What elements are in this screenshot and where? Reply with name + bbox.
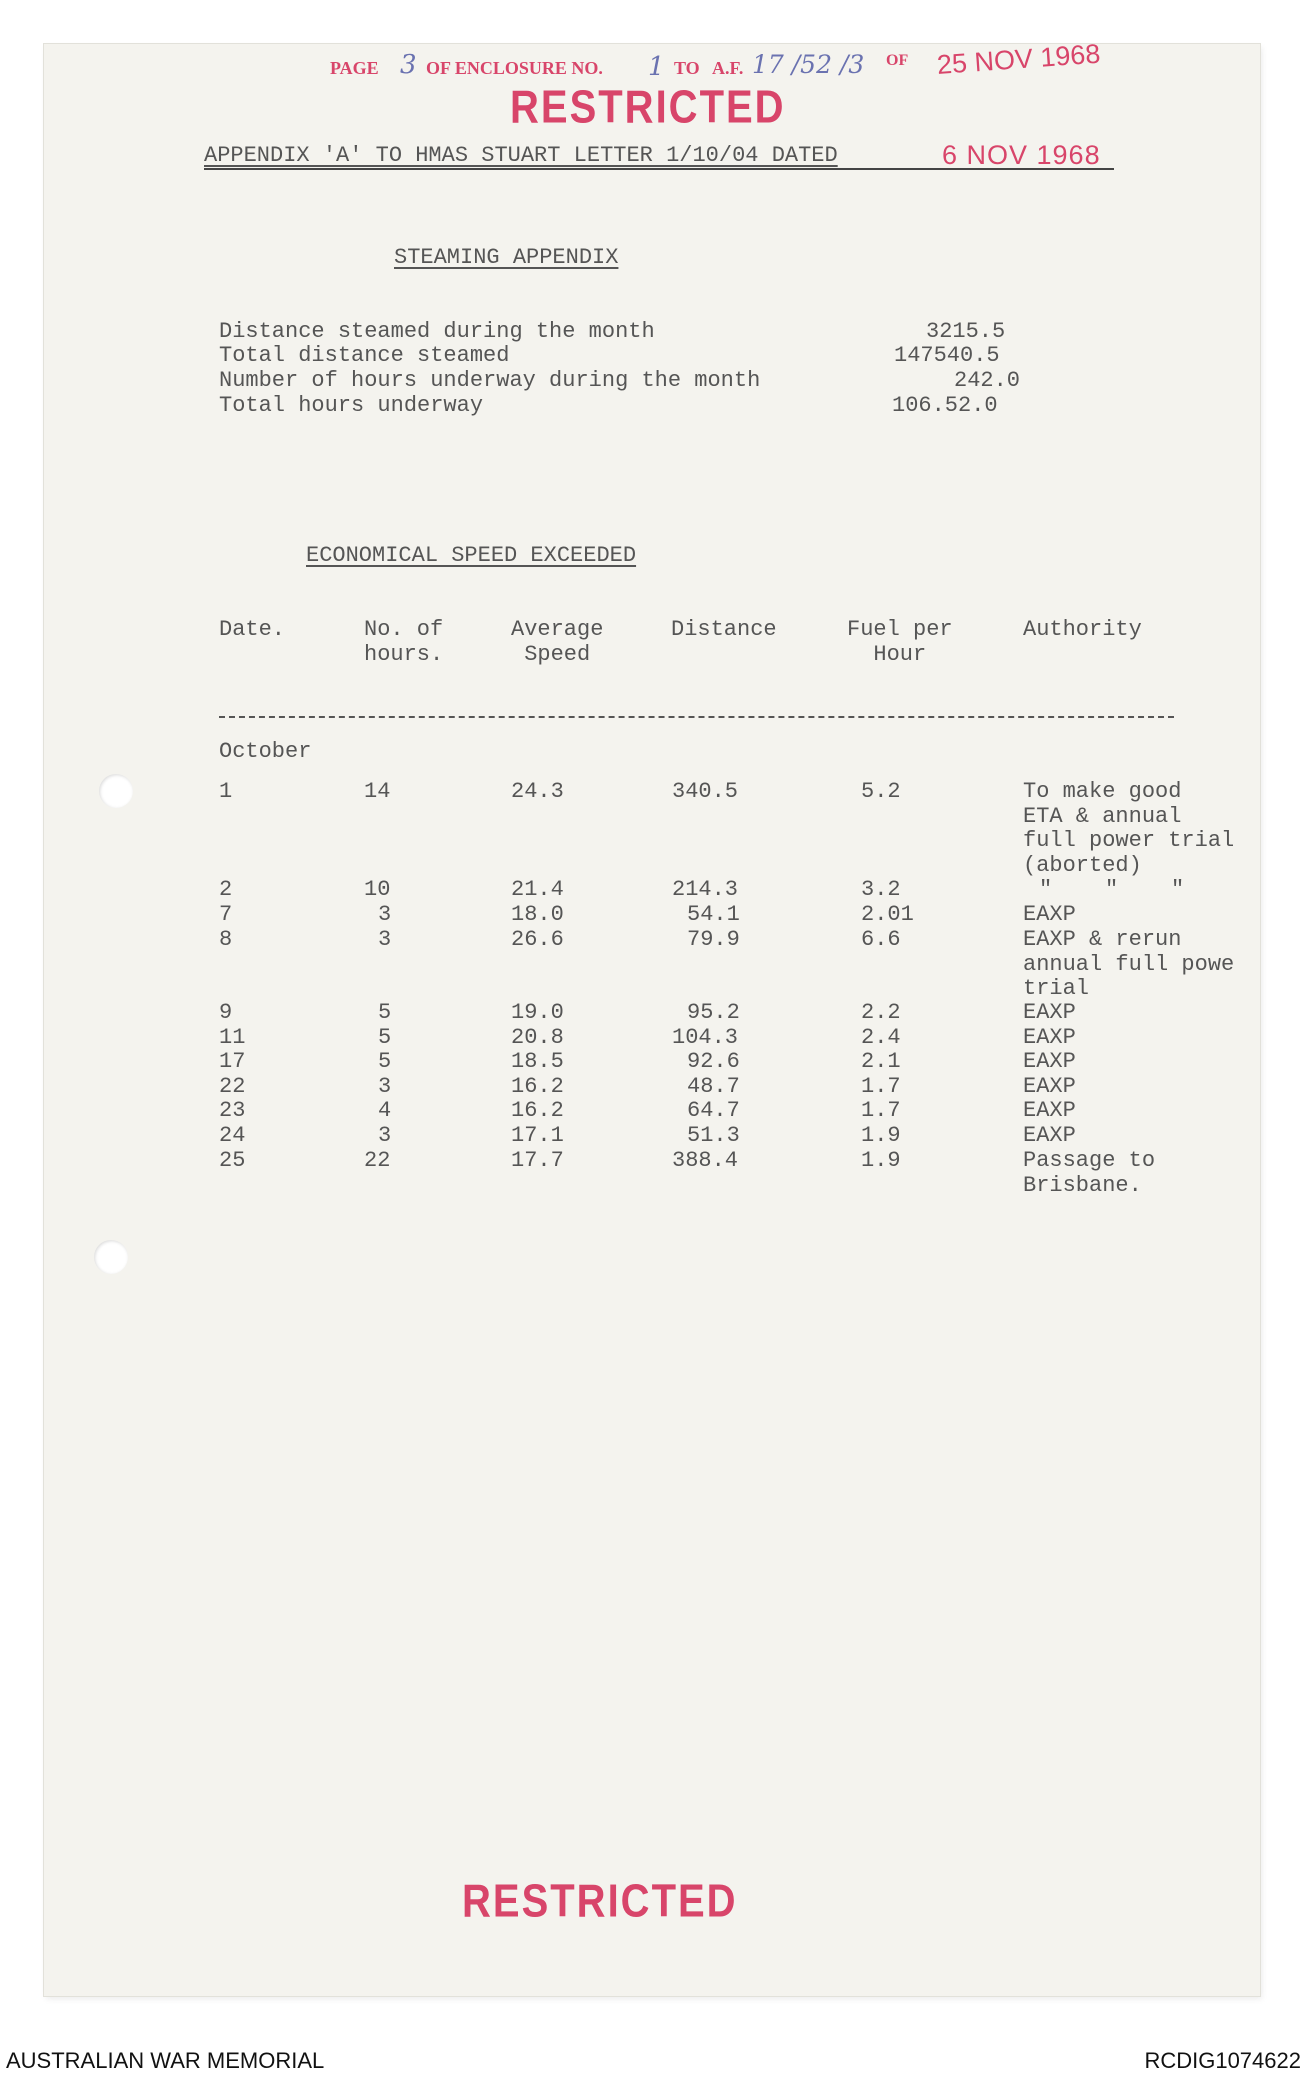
steaming-value-2: 147540.5 [894, 343, 1000, 368]
row-6-speed: 20.8 [511, 1025, 564, 1050]
row-1-distance: 340.5 [672, 779, 739, 804]
stamp-date: 25 NOV 1968 [936, 38, 1102, 80]
row-6-authority: EAXP [1023, 1025, 1076, 1050]
row-11-distance: 388.4 [672, 1148, 739, 1173]
row-1-speed: 24.3 [511, 779, 564, 804]
row-10-date: 24 [219, 1123, 246, 1148]
row-2-speed: 21.4 [511, 877, 564, 902]
steaming-label-3: Number of hours underway during the month [219, 368, 761, 393]
row-6-fuel: 2.4 [861, 1025, 901, 1050]
row-8-distance: 48.7 [687, 1074, 740, 1099]
file-number-handwritten: 17 /52 /3 [752, 50, 865, 79]
header-date: Date. [219, 617, 286, 642]
header-authority: Authority [1023, 617, 1142, 642]
restricted-stamp-bottom: RESTRICTED [462, 1876, 738, 1927]
row-4-date: 8 [219, 927, 233, 952]
row-2-date: 2 [219, 877, 233, 902]
row-10-distance: 51.3 [687, 1123, 740, 1148]
row-10-fuel: 1.9 [861, 1123, 901, 1148]
row-7-distance: 92.6 [687, 1049, 740, 1074]
row-2-fuel: 3.2 [861, 877, 901, 902]
row-8-date: 22 [219, 1074, 246, 1099]
row-2-distance: 214.3 [672, 877, 739, 902]
of-stamp-text: OF [886, 52, 909, 69]
economical-speed-title: ECONOMICAL SPEED EXCEEDED [306, 543, 637, 568]
row-7-date: 17 [219, 1049, 246, 1074]
row-8-authority: EAXP [1023, 1074, 1076, 1099]
row-9-hours: 4 [378, 1098, 392, 1123]
file-prefix-stamp: A.F. [712, 58, 744, 78]
row-11-date: 25 [219, 1148, 246, 1173]
punch-hole-top [99, 774, 133, 808]
row-11-authority: Passage to Brisbane. [1023, 1148, 1156, 1198]
steaming-label-1: Distance steamed during the month [219, 319, 655, 344]
row-11-hours: 22 [364, 1148, 391, 1173]
row-7-hours: 5 [378, 1049, 392, 1074]
row-6-date: 11 [219, 1025, 246, 1050]
row-3-authority: EAXP [1023, 902, 1076, 927]
row-3-speed: 18.0 [511, 902, 564, 927]
row-3-date: 7 [219, 902, 233, 927]
row-4-authority: EAXP & rerun annual full powe trial [1023, 927, 1235, 1001]
header-speed: Average Speed [511, 617, 604, 667]
row-11-fuel: 1.9 [861, 1148, 901, 1173]
row-6-hours: 5 [378, 1025, 392, 1050]
row-10-hours: 3 [378, 1123, 392, 1148]
row-2-authority: " " " [1039, 877, 1185, 902]
enclosure-number-handwritten: 1 [648, 52, 665, 82]
row-5-date: 9 [219, 1000, 233, 1025]
row-9-speed: 16.2 [511, 1098, 564, 1123]
row-3-fuel: 2.01 [861, 902, 914, 927]
row-4-distance: 79.9 [687, 927, 740, 952]
row-6-distance: 104.3 [672, 1025, 739, 1050]
month-label: October [219, 739, 312, 764]
footer-archive-name: AUSTRALIAN WAR MEMORIAL [6, 2048, 325, 2073]
to-stamp-text: TO [674, 58, 700, 78]
row-5-hours: 5 [378, 1000, 392, 1025]
row-5-fuel: 2.2 [861, 1000, 901, 1025]
row-7-speed: 18.5 [511, 1049, 564, 1074]
steaming-label-2: Total distance steamed [219, 343, 510, 368]
row-11-speed: 17.7 [511, 1148, 564, 1173]
row-5-authority: EAXP [1023, 1000, 1076, 1025]
header-fuel: Fuel per Hour [847, 617, 953, 667]
restricted-stamp-top: RESTRICTED [510, 82, 786, 133]
row-7-fuel: 2.1 [861, 1049, 901, 1074]
row-5-distance: 95.2 [687, 1000, 740, 1025]
document-page [44, 38, 1260, 1996]
row-10-speed: 17.1 [511, 1123, 564, 1148]
steaming-value-1: 3215.5 [926, 319, 1006, 344]
row-8-hours: 3 [378, 1074, 392, 1099]
heading-underline [204, 168, 1114, 170]
row-7-authority: EAXP [1023, 1049, 1076, 1074]
row-9-fuel: 1.7 [861, 1098, 901, 1123]
row-3-distance: 54.1 [687, 902, 740, 927]
row-1-hours: 14 [364, 779, 391, 804]
punch-hole-bottom [94, 1240, 128, 1274]
row-4-speed: 26.6 [511, 927, 564, 952]
page-stamp-word: PAGE [330, 58, 379, 78]
row-9-authority: EAXP [1023, 1098, 1076, 1123]
row-5-speed: 19.0 [511, 1000, 564, 1025]
steaming-value-4: 106.52.0 [892, 393, 998, 418]
appendix-heading: APPENDIX 'A' TO HMAS STUART LETTER 1/10/04 DATED [204, 143, 838, 168]
header-distance: Distance [671, 617, 777, 642]
row-8-speed: 16.2 [511, 1074, 564, 1099]
row-1-authority: To make good ETA & annual full power trial (aborted) [1023, 779, 1235, 878]
steaming-label-4: Total hours underway [219, 393, 484, 418]
row-3-hours: 3 [378, 902, 392, 927]
row-4-fuel: 6.6 [861, 927, 901, 952]
row-9-distance: 64.7 [687, 1098, 740, 1123]
row-8-fuel: 1.7 [861, 1074, 901, 1099]
row-9-date: 23 [219, 1098, 246, 1123]
steaming-appendix-title: STEAMING APPENDIX [394, 245, 619, 270]
table-rule [219, 716, 1174, 718]
enclosure-stamp-text: OF ENCLOSURE NO. [426, 58, 603, 78]
footer-item-id: RCDIG1074622 [1144, 2048, 1301, 2073]
row-1-date: 1 [219, 779, 233, 804]
header-hours: No. of hours. [364, 617, 444, 667]
row-2-hours: 10 [364, 877, 391, 902]
page-number-handwritten: 3 [400, 50, 417, 80]
steaming-value-3: 242.0 [954, 368, 1021, 393]
row-4-hours: 3 [378, 927, 392, 952]
row-1-fuel: 5.2 [861, 779, 901, 804]
letter-date-stamp: 6 NOV 1968 [942, 140, 1101, 170]
row-10-authority: EAXP [1023, 1123, 1076, 1148]
